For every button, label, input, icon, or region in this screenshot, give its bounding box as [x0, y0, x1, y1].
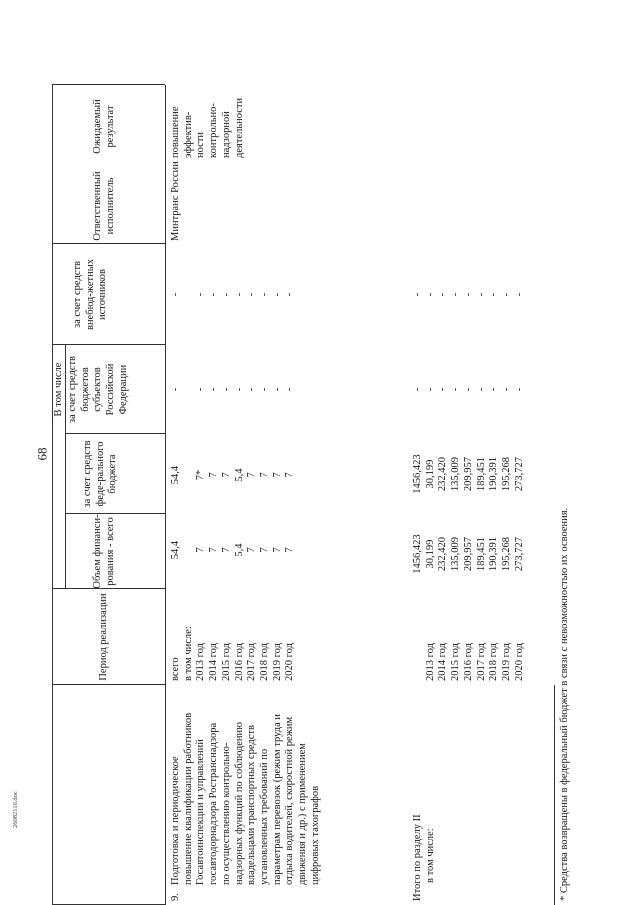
- footnote-separator: [554, 685, 555, 905]
- header-period: Период реализации: [98, 593, 109, 681]
- result-line: надзорной: [220, 111, 232, 158]
- period-cell: 2015 год: [450, 643, 462, 681]
- volume-cell: 209,957: [462, 536, 474, 572]
- description-line: повышение квалификации работников: [182, 712, 194, 885]
- result-line: эффектив-: [182, 111, 194, 158]
- volume-cell: 135,009: [450, 536, 462, 572]
- federal-cell: 54,4: [170, 465, 181, 485]
- header-in-total: В том числе: [53, 362, 64, 417]
- federal-cell: 7: [258, 472, 270, 478]
- federal-cell: 273,727: [513, 456, 525, 492]
- volume-cell: 7: [271, 547, 283, 553]
- offbudget-cell: [183, 244, 196, 345]
- period-cell: 2017 год: [246, 643, 258, 681]
- federal-cell: 7: [284, 472, 296, 478]
- offbudget-cell: -: [271, 292, 283, 297]
- offbudget-cell: -: [450, 292, 462, 297]
- federal-cell: 209,957: [462, 456, 474, 492]
- footnote: * Средства возвращены в федеральный бюджет в связи с невозможностью их освоения.: [559, 507, 570, 901]
- description-line: владельцами транспортных средств: [246, 725, 258, 885]
- description-line: цифровых тахографов: [309, 785, 321, 885]
- description-line: по осуществлению контрольно-: [220, 742, 232, 885]
- item-periods: [170, 626, 297, 681]
- item-executor: Минтранс России: [170, 161, 181, 241]
- header-executor: Ответственный исполнитель: [92, 171, 116, 241]
- regional-cell: -: [475, 387, 487, 392]
- description-line: установленных требований по: [258, 748, 270, 885]
- regional-cell: -: [271, 387, 283, 392]
- federal-cell: 7: [246, 472, 258, 478]
- regional-cell: -: [233, 387, 245, 392]
- volume-cell: 189,451: [475, 536, 487, 572]
- item-offbudget: [170, 244, 297, 345]
- volume-cell: 7: [246, 547, 258, 553]
- federal-cell: [183, 440, 196, 510]
- totals-label-line: Итого по разделу II: [412, 814, 423, 901]
- regional-cell: -: [258, 387, 270, 392]
- header-federal: за счет средств феде-рального бюджета: [82, 440, 119, 508]
- volume-cell: 7: [195, 547, 207, 553]
- volume-cell: 7: [208, 547, 220, 553]
- federal-cell: 7: [208, 472, 220, 478]
- federal-cell: 190,391: [488, 456, 500, 492]
- regional-cell: -: [220, 387, 232, 392]
- volume-cell: 273,727: [513, 536, 525, 572]
- item-volume: [170, 515, 297, 585]
- offbudget-cell: -: [513, 292, 525, 297]
- totals-periods: [412, 643, 526, 681]
- table-top-border: [52, 85, 53, 905]
- federal-cell: 5,4: [233, 468, 245, 482]
- federal-cell: 7: [220, 472, 232, 478]
- period-cell: в том числе:: [182, 626, 194, 681]
- description-line: Подготовка и периодическое: [170, 756, 181, 885]
- period-cell: 2018 год: [258, 643, 270, 681]
- federal-cell: 195,268: [500, 456, 512, 492]
- item-federal: [170, 440, 297, 510]
- header-volume: Объем финанси-рования - всего: [92, 514, 116, 589]
- offbudget-cell: -: [220, 292, 232, 297]
- description-line: госавтодорнадзора Ространснадзора: [208, 722, 220, 885]
- description-line: отдыха водителей, скоростной режим: [284, 716, 296, 885]
- period-cell: 2016 год: [233, 643, 245, 681]
- result-line: деятельности: [233, 97, 245, 158]
- totals-offbudget: [412, 244, 526, 345]
- regional-cell: [183, 345, 196, 434]
- rotated-table-page: [52, 60, 612, 905]
- regional-cell: -: [513, 387, 525, 392]
- volume-cell: 1456,423: [412, 534, 423, 574]
- description-line: Госавтоинспекции и управлений: [195, 739, 207, 885]
- federal-cell: 7*: [195, 469, 207, 481]
- totals-label-line: в том числе:: [424, 828, 436, 883]
- regional-cell: -: [462, 387, 474, 392]
- document-code: 26082110.doc: [12, 791, 19, 828]
- header-offbudget: за счет средств внебюд-жетных источников: [72, 258, 109, 331]
- period-cell: 2020 год: [513, 643, 525, 681]
- regional-cell: -: [488, 387, 500, 392]
- header-regional: за счет средств бюджетов субъектов Российской Федерации: [67, 355, 129, 424]
- regional-cell: -: [450, 387, 462, 392]
- volume-cell: 195,268: [500, 536, 512, 572]
- period-cell: 2019 год: [271, 643, 283, 681]
- offbudget-cell: -: [412, 292, 423, 297]
- item-description: [170, 685, 322, 885]
- period-cell: 2019 год: [500, 643, 512, 681]
- description-line: надзорных функций по соблюдению: [233, 721, 245, 885]
- period-cell: 2016 год: [462, 643, 474, 681]
- regional-cell: -: [195, 387, 207, 392]
- offbudget-cell: -: [233, 292, 245, 297]
- regional-cell: -: [208, 387, 220, 392]
- offbudget-cell: -: [437, 292, 449, 297]
- period-cell: [412, 643, 425, 681]
- volume-cell: 7: [220, 547, 232, 553]
- volume-cell: [183, 515, 196, 585]
- description-line: движения и др.) с применением: [297, 743, 309, 885]
- totals-volume: [412, 515, 526, 593]
- regional-cell: -: [500, 387, 512, 392]
- offbudget-cell: -: [424, 292, 436, 297]
- regional-cell: -: [412, 387, 423, 392]
- federal-cell: 189,451: [475, 456, 487, 492]
- federal-cell: 1456,423: [412, 454, 423, 494]
- federal-cell: 7: [271, 472, 283, 478]
- period-cell: 2020 год: [284, 643, 296, 681]
- regional-cell: -: [246, 387, 258, 392]
- period-cell: 2015 год: [220, 643, 232, 681]
- volume-cell: 30,199: [424, 539, 436, 569]
- regional-cell: -: [437, 387, 449, 392]
- period-cell: 2018 год: [488, 643, 500, 681]
- period-cell: 2014 год: [437, 643, 449, 681]
- description-line: параметрам перевозок (режим труда и: [271, 714, 283, 885]
- regional-cell: -: [170, 387, 181, 392]
- table-header-bottom-border: [165, 85, 166, 905]
- federal-cell: 232,420: [437, 456, 449, 492]
- offbudget-cell: -: [208, 292, 220, 297]
- result-line: контрольно-: [208, 103, 220, 158]
- volume-cell: 232,420: [437, 536, 449, 572]
- volume-cell: 5,4: [233, 543, 245, 557]
- period-cell: 2013 год: [195, 643, 207, 681]
- regional-cell: -: [424, 387, 436, 392]
- volume-cell: 190,391: [488, 536, 500, 572]
- federal-cell: 30,199: [424, 459, 436, 489]
- offbudget-cell: -: [475, 292, 487, 297]
- result-line: повышение: [170, 106, 181, 158]
- period-cell: 2013 год: [424, 643, 436, 681]
- regional-cell: -: [284, 387, 296, 392]
- offbudget-cell: -: [195, 292, 207, 297]
- offbudget-cell: -: [500, 292, 512, 297]
- offbudget-cell: -: [246, 292, 258, 297]
- offbudget-cell: -: [462, 292, 474, 297]
- item-number: 9.: [170, 893, 181, 901]
- offbudget-cell: -: [258, 292, 270, 297]
- offbudget-cell: -: [170, 292, 181, 297]
- totals-regional: [412, 345, 526, 434]
- totals-label: [412, 814, 437, 901]
- offbudget-cell: -: [488, 292, 500, 297]
- period-cell: 2017 год: [475, 643, 487, 681]
- volume-cell: 7: [258, 547, 270, 553]
- volume-cell: 54,4: [170, 540, 181, 560]
- volume-cell: 7: [284, 547, 296, 553]
- item-regional: [170, 345, 297, 434]
- period-cell: всего: [170, 657, 181, 681]
- result-line: ности: [195, 132, 207, 158]
- offbudget-cell: -: [284, 292, 296, 297]
- totals-federal: [412, 435, 526, 513]
- federal-cell: 135,009: [450, 456, 462, 492]
- page-number: 68: [34, 447, 50, 461]
- item-result: [170, 98, 246, 158]
- header-result: Ожидаемый результат: [92, 99, 116, 154]
- period-cell: 2014 год: [208, 643, 220, 681]
